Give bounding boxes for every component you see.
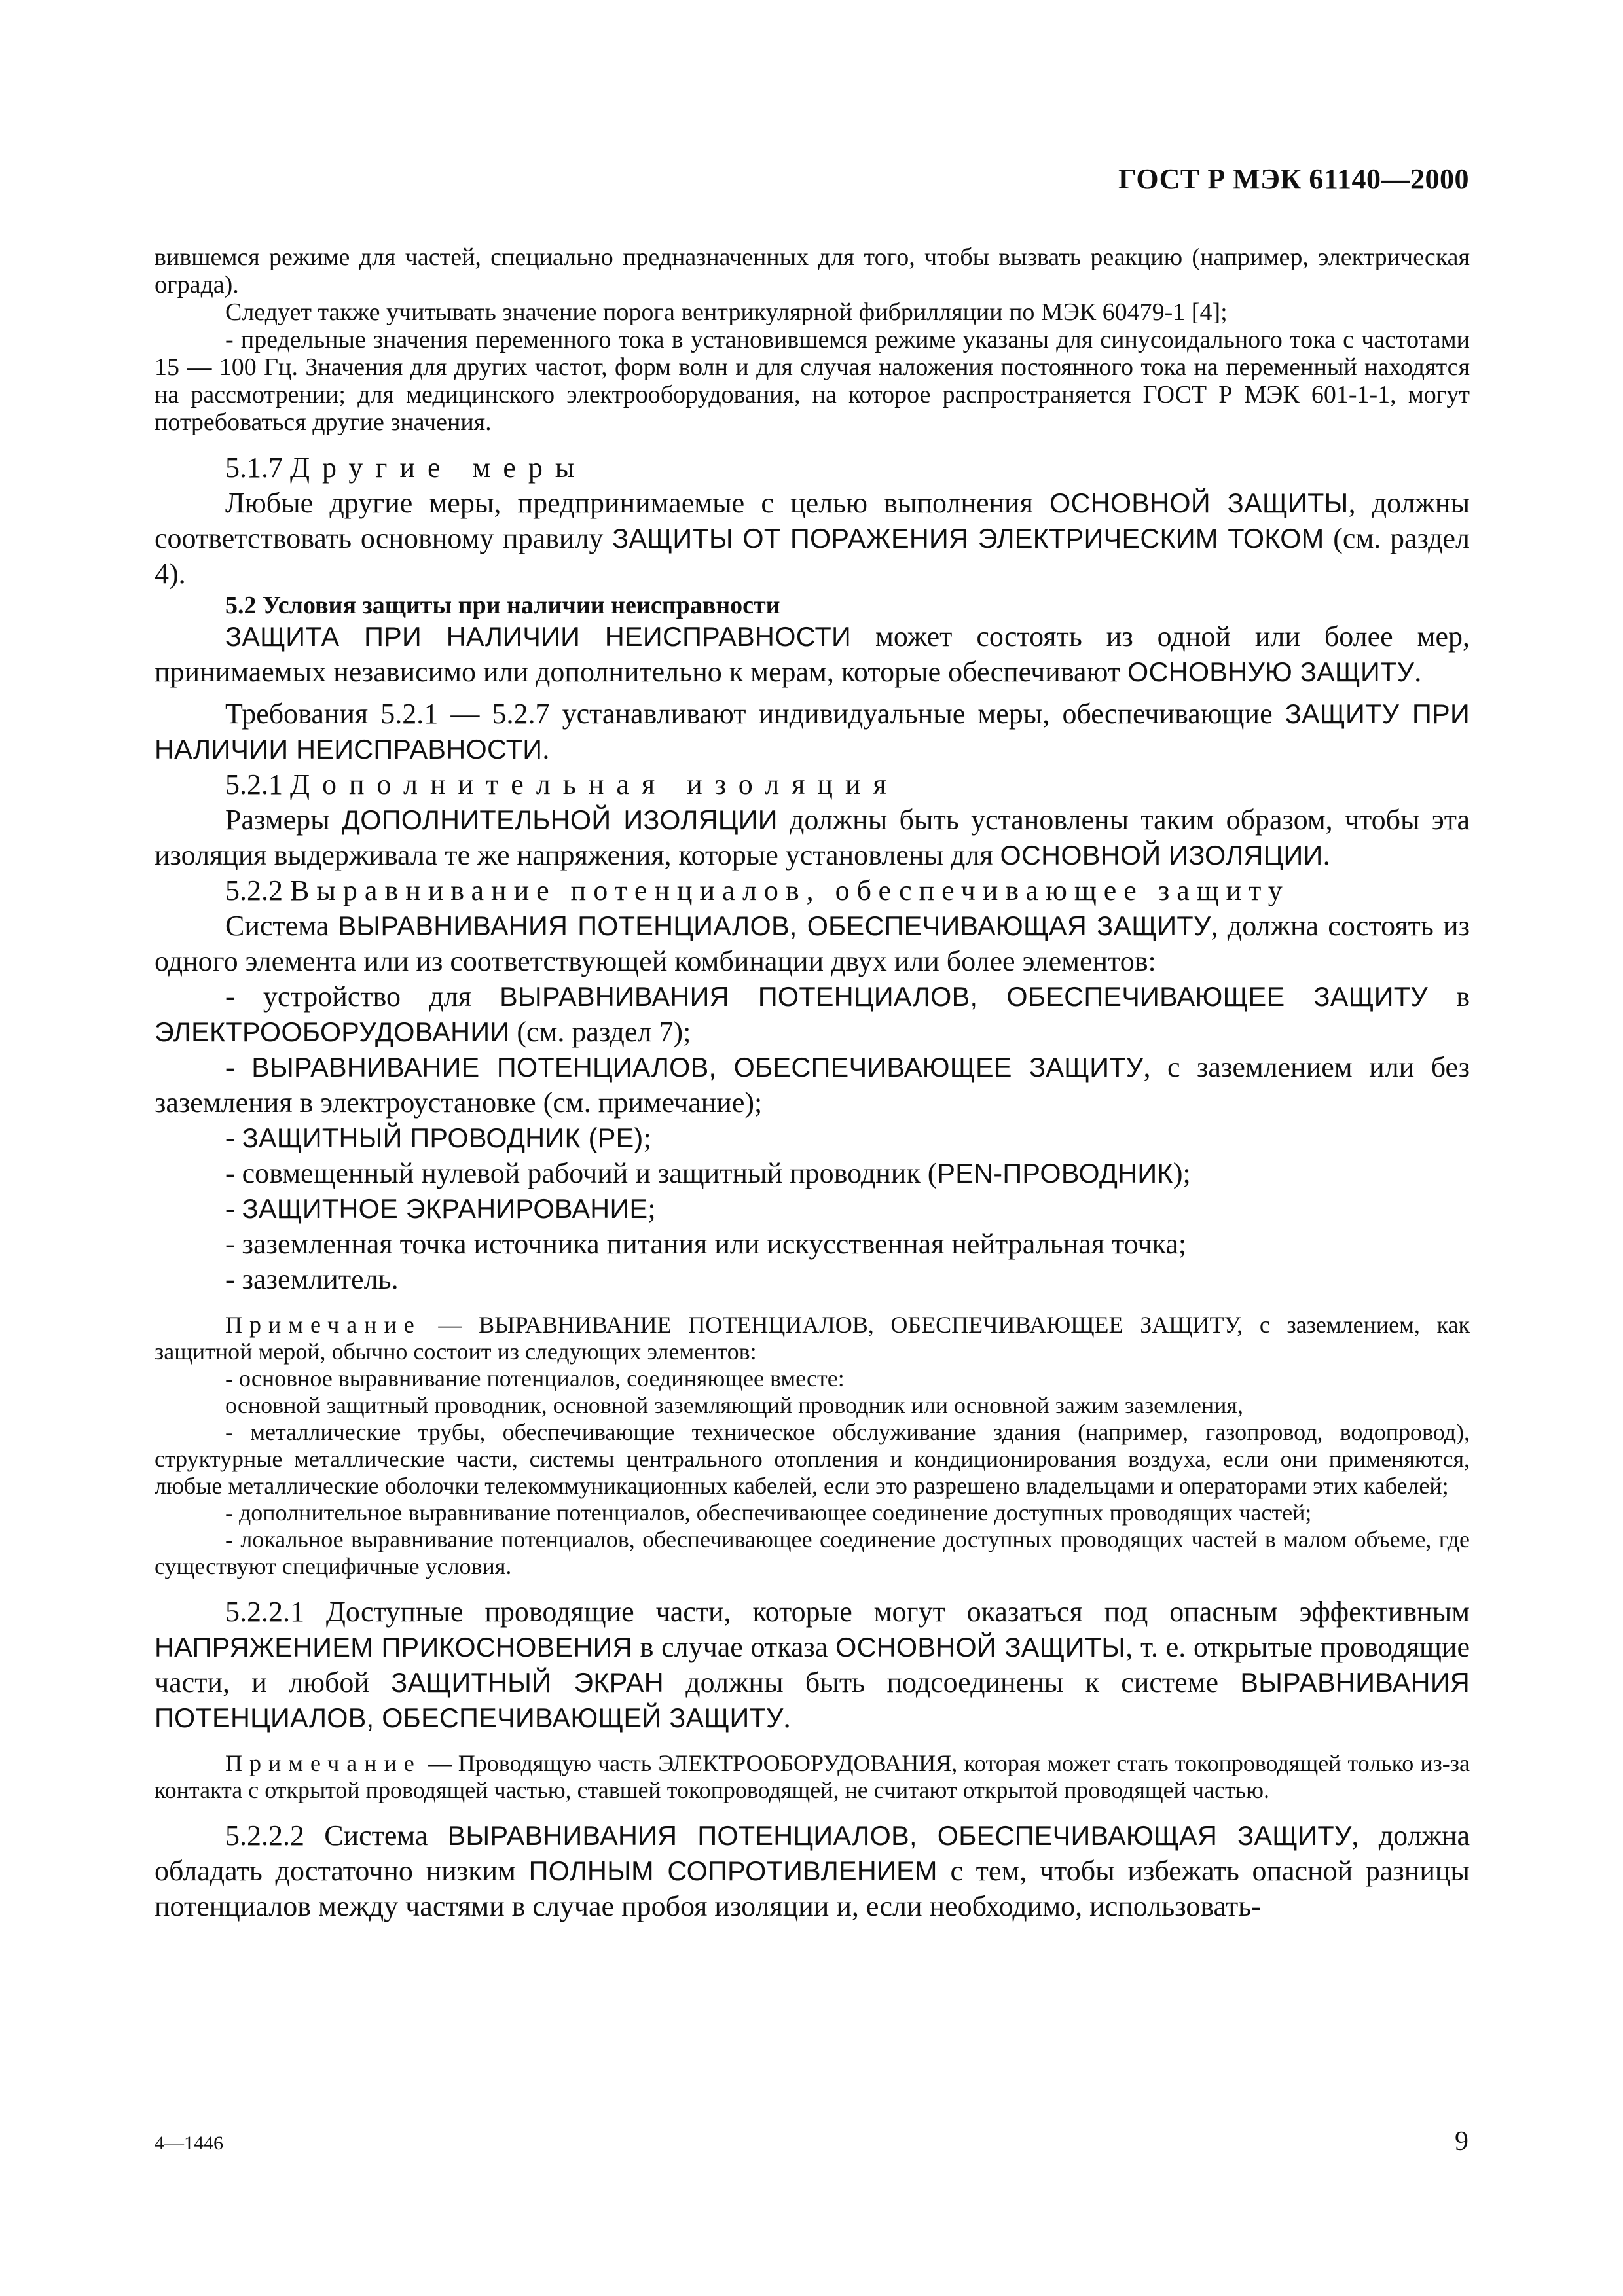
note-item-metal-pipes: - металлические трубы, обеспечивающие техническое обслуживание здания (например, газопровод, водопровод), структурные металлические части, системы центрального отопления и кондиционирования воздуха, если они применяются, любые металлические оболочки телекоммуникационных кабелей, если это разрешено владельцами и операторами этих кабелей; <box>155 1419 1470 1499</box>
note-item-local-bonding: - локальное выравнивание потенциалов, обеспечивающее соединение доступных проводящих частей в малом объеме, где существуют специфичные условия. <box>155 1526 1470 1579</box>
paragraph-requirements: Требования 5.2.1 — 5.2.7 устанавливают индивидуальные меры, обеспечивающие ЗАЩИТУ ПРИ НАЛИЧИИ НЕИСПРАВНОСТИ. <box>155 698 1470 765</box>
document-body <box>155 243 1470 1924</box>
paragraph-other-measures: Любые другие меры, предпринимаемые с целью выполнения ОСНОВНОЙ ЗАЩИТЫ, должны соответствовать основному правилу ЗАЩИТЫ ОТ ПОРАЖЕНИЯ ЭЛЕКТРИЧЕСКИМ ТОКОМ (см. раздел 4). <box>155 487 1470 590</box>
paragraph-5-2-2-2: 5.2.2.2 Система ВЫРАВНИВАНИЯ ПОТЕНЦИАЛОВ, ОБЕСПЕЧИВАЮЩАЯ ЗАЩИТУ, должна обладать достаточно низким ПОЛНЫМ СОПРОТИВЛЕНИЕМ с тем, чтобы избежать опасной разницы потенциалов между частями в случае пробоя изоляции и, если необходимо, использовать- <box>155 1820 1470 1922</box>
note-item-main-bonding: - основное выравнивание потенциалов, соединяющее вместе: <box>225 1365 845 1391</box>
list-item-earthed-point: - заземленная точка источника питания или искусственная нейтральная точка; <box>225 1228 1187 1260</box>
paragraph-continuation: вившемся режиме для частей, специально предназначенных для того, чтобы вызвать реакцию (например, электрическая ограда). <box>155 243 1470 298</box>
page-number: 9 <box>1455 2126 1468 2157</box>
paragraph-equipotential-system: Система ВЫРАВНИВАНИЯ ПОТЕНЦИАЛОВ, ОБЕСПЕЧИВАЮЩАЯ ЗАЩИТУ, должна состоять из одного элемента или из соответствующей комбинации двух или более элементов: <box>155 910 1470 977</box>
section-heading-5-2-2: 5.2.2 Выравнивание потенциалов, обеспечивающее защиту <box>225 874 1290 906</box>
footer-print-code: 4—1446 <box>155 2132 223 2154</box>
list-item-device: - устройство для ВЫРАВНИВАНИЯ ПОТЕНЦИАЛОВ, ОБЕСПЕЧИВАЮЩЕЕ ЗАЩИТУ в ЭЛЕКТРООБОРУДОВАНИИ (см. раздел 7); <box>155 980 1470 1048</box>
note-conductive-part: Примечание — Проводящую часть ЭЛЕКТРООБОРУДОВАНИЯ, которая может стать токопроводящей только из-за контакта с открытой проводящей частью, ставшей токопроводящей, не считают открытой проводящей частью. <box>155 1750 1470 1803</box>
paragraph-ac-limits: - предельные значения переменного тока в установившемся режиме указаны для синусоидального тока с частотами 15 — 100 Гц. Значения для других частот, форм волн и для случая наложения постоянного тока на переменный находятся на рассмотрении; для медицинского электрооборудования, на которое распространяется ГОСТ Р МЭК 601-1-1, могут потребоваться другие значения. <box>155 326 1470 436</box>
section-heading-5-1-7: 5.1.7 Другие меры <box>225 452 587 484</box>
list-item-earth-electrode: - заземлитель. <box>225 1263 399 1295</box>
note-equipotential-bonding: Примечание — ВЫРАВНИВАНИЕ ПОТЕНЦИАЛОВ, ОБЕСПЕЧИВАЮЩЕЕ ЗАЩИТУ, с заземлением, как защитной мерой, обычно состоит из следующих элементов: <box>155 1312 1470 1365</box>
section-heading-5-2: 5.2 Условия защиты при наличии неисправности <box>225 592 780 619</box>
note-item-main-conductor: основной защитный проводник, основной заземляющий проводник или основной зажим заземления, <box>225 1392 1243 1418</box>
paragraph-fault-protection: ЗАЩИТА ПРИ НАЛИЧИИ НЕИСПРАВНОСТИ может состоять из одной или более мер, принимаемых независимо или дополнительно к мерам, которые обеспечивают ОСНОВНУЮ ЗАЩИТУ. <box>155 620 1470 688</box>
document-header-id: ГОСТ Р МЭК 61140—2000 <box>1118 163 1469 195</box>
paragraph-5-2-2-1: 5.2.2.1 Доступные проводящие части, которые могут оказаться под опасным эффективным НАПРЯЖЕНИЕМ ПРИКОСНОВЕНИЯ в случае отказа ОСНОВНОЙ ЗАЩИТЫ, т. е. открытые проводящие части, и любой ЗАЩИТНЫЙ ЭКРАН должны быть подсоединены к системе ВЫРАВНИВАНИЯ ПОТЕНЦИАЛОВ, ОБЕСПЕЧИВАЮЩЕЙ ЗАЩИТУ. <box>155 1596 1470 1734</box>
list-item-pen-conductor: - совмещенный нулевой рабочий и защитный проводник (PEN-ПРОВОДНИК); <box>225 1157 1191 1189</box>
section-heading-5-2-1: 5.2.1 Дополнительная изоляция <box>225 768 899 800</box>
paragraph-supplementary-insulation: Размеры ДОПОЛНИТЕЛЬНОЙ ИЗОЛЯЦИИ должны быть установлены таким образом, чтобы эта изоляция выдерживала те же напряжения, которые установлены для ОСНОВНОЙ ИЗОЛЯЦИИ. <box>155 804 1470 871</box>
list-item-screening: - ЗАЩИТНОЕ ЭКРАНИРОВАНИЕ; <box>225 1193 656 1225</box>
list-item-pe-conductor: - ЗАЩИТНЫЙ ПРОВОДНИК (PE); <box>225 1122 651 1154</box>
note-item-supplementary-bonding: - дополнительное выравнивание потенциалов, обеспечивающее соединение доступных проводящих частей; <box>225 1499 1312 1526</box>
list-item-bonding-installation: - ВЫРАВНИВАНИЕ ПОТЕНЦИАЛОВ, ОБЕСПЕЧИВАЮЩЕЕ ЗАЩИТУ, с заземлением или без заземления в электроустановке (см. примечание); <box>155 1051 1470 1119</box>
paragraph-fibrillation-note: Следует также учитывать значение порога вентрикулярной фибрилляции по МЭК 60479-1 [4]; <box>225 298 1228 326</box>
